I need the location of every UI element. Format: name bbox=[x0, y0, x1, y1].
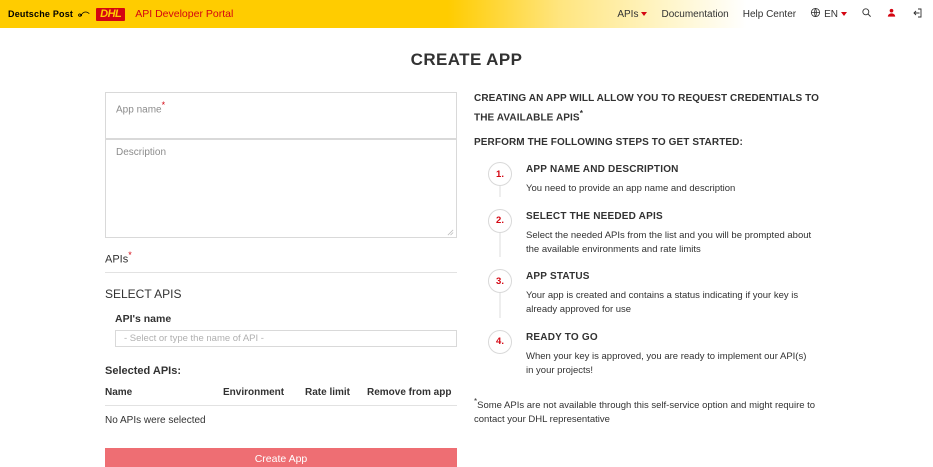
create-app-button[interactable] bbox=[105, 448, 457, 467]
selected-apis-heading: Selected APIs: bbox=[105, 364, 182, 377]
search-button[interactable] bbox=[861, 7, 872, 21]
step-body bbox=[526, 330, 816, 379]
page-title: CREATE APP bbox=[410, 50, 523, 69]
info-intro bbox=[474, 92, 823, 125]
nav-item-documentation[interactable] bbox=[661, 9, 728, 20]
info-intro-text: CREATING AN APP WILL ALLOW YOU TO REQUEST CREDENTIALS TO THE AVAILABLE APIS bbox=[474, 93, 820, 123]
chevron-down-icon bbox=[841, 12, 847, 16]
apis-section-label bbox=[105, 250, 454, 266]
step-description: Select the needed APIs from the list and you will be prompted about the available environments and rate limits bbox=[526, 229, 812, 255]
nav-item-apis-label: APIs bbox=[617, 8, 639, 20]
create-app-form bbox=[0, 92, 466, 467]
deutsche-post-logo[interactable] bbox=[8, 8, 90, 21]
nav-item-help-center[interactable] bbox=[743, 9, 796, 20]
header-brand[interactable] bbox=[0, 0, 233, 28]
table-empty-message: No APIs were selected bbox=[105, 414, 206, 426]
dhl-logo[interactable] bbox=[96, 8, 125, 21]
step-title: SELECT THE NEEDED APIS bbox=[526, 210, 663, 222]
search-icon bbox=[861, 7, 872, 21]
deutsche-post-label: Deutsche Post bbox=[8, 9, 74, 19]
step-description: When your key is approved, you are ready to implement our API(s) in your projects! bbox=[526, 350, 807, 376]
table-empty-row bbox=[105, 405, 457, 426]
user-icon bbox=[886, 7, 897, 21]
step-number-badge: 3. bbox=[488, 269, 512, 293]
step-title: APP STATUS bbox=[526, 271, 590, 283]
description-label: Description bbox=[116, 147, 167, 158]
divider bbox=[105, 272, 457, 273]
nav-item-help-center-label: Help Center bbox=[742, 8, 797, 20]
globe-icon bbox=[810, 7, 821, 21]
step-description: You need to provide an app name and description bbox=[526, 183, 736, 195]
step-item bbox=[474, 209, 823, 270]
apis-label-text: APIs bbox=[105, 253, 129, 266]
language-selector[interactable] bbox=[810, 7, 847, 21]
step-title: READY TO GO bbox=[526, 331, 598, 343]
step-bullet-column bbox=[474, 162, 526, 196]
app-name-required-marker: * bbox=[161, 100, 166, 110]
step-body bbox=[526, 269, 816, 318]
steps-list bbox=[474, 162, 823, 378]
description-textarea[interactable] bbox=[105, 139, 457, 238]
column-header-rate-limit: Rate limit bbox=[305, 387, 367, 406]
step-bullet-column bbox=[474, 269, 526, 318]
column-header-name: Name bbox=[105, 387, 223, 406]
step-body bbox=[526, 162, 735, 196]
chevron-down-icon bbox=[641, 12, 647, 16]
language-label: EN bbox=[824, 8, 838, 20]
step-bullet-column bbox=[474, 330, 526, 379]
logout-button[interactable] bbox=[911, 7, 923, 22]
column-header-environment: Environment bbox=[223, 387, 305, 406]
info-footnote bbox=[474, 396, 819, 428]
step-connector bbox=[500, 186, 501, 196]
api-select-placeholder: - Select or type the name of API - bbox=[124, 332, 264, 344]
app-name-label: App name bbox=[116, 104, 162, 116]
step-title: APP NAME AND DESCRIPTION bbox=[526, 164, 679, 176]
table-header-row bbox=[105, 387, 457, 406]
step-bullet-column bbox=[474, 209, 526, 258]
info-footnote-marker: * bbox=[474, 397, 478, 407]
info-intro-marker: * bbox=[579, 107, 584, 118]
step-item bbox=[474, 330, 823, 379]
column-header-remove-from-app: Remove from app bbox=[367, 387, 457, 406]
dhl-logo-text: DHL bbox=[100, 7, 122, 20]
user-account-button[interactable] bbox=[886, 7, 897, 21]
info-steps-heading: PERFORM THE FOLLOWING STEPS TO GET STARTED: bbox=[474, 137, 743, 149]
step-description: Your app is created and contains a status indicating if your key is already approved for use bbox=[526, 290, 799, 316]
info-panel bbox=[466, 92, 933, 467]
nav-item-documentation-label: Documentation bbox=[661, 8, 729, 20]
step-number-badge: 2. bbox=[488, 209, 512, 233]
info-footnote-text: Some APIs are not available through this self-service option and might require to contact your DHL representative bbox=[474, 400, 816, 426]
step-number-badge: 4. bbox=[488, 330, 512, 354]
resize-handle-icon[interactable] bbox=[447, 228, 454, 235]
create-app-button-label: Create App bbox=[254, 452, 308, 465]
step-connector bbox=[500, 233, 501, 258]
top-header bbox=[0, 0, 933, 28]
nav-item-apis[interactable] bbox=[617, 9, 647, 20]
api-select-input[interactable] bbox=[115, 330, 457, 347]
apis-required-marker: * bbox=[128, 250, 132, 260]
logout-icon bbox=[911, 7, 923, 22]
api-name-label: API's name bbox=[115, 312, 172, 325]
posthorn-icon bbox=[77, 8, 90, 21]
selected-apis-table bbox=[105, 387, 457, 426]
step-number-badge: 1. bbox=[488, 162, 512, 186]
header-nav bbox=[617, 0, 933, 28]
portal-title: API Developer Portal bbox=[135, 8, 234, 20]
step-body bbox=[526, 209, 816, 258]
step-connector bbox=[500, 293, 501, 318]
main-content bbox=[0, 70, 933, 467]
select-apis-heading: SELECT APIS bbox=[105, 286, 182, 301]
app-name-input[interactable] bbox=[105, 92, 457, 139]
step-item bbox=[474, 269, 823, 330]
step-item bbox=[474, 162, 823, 208]
